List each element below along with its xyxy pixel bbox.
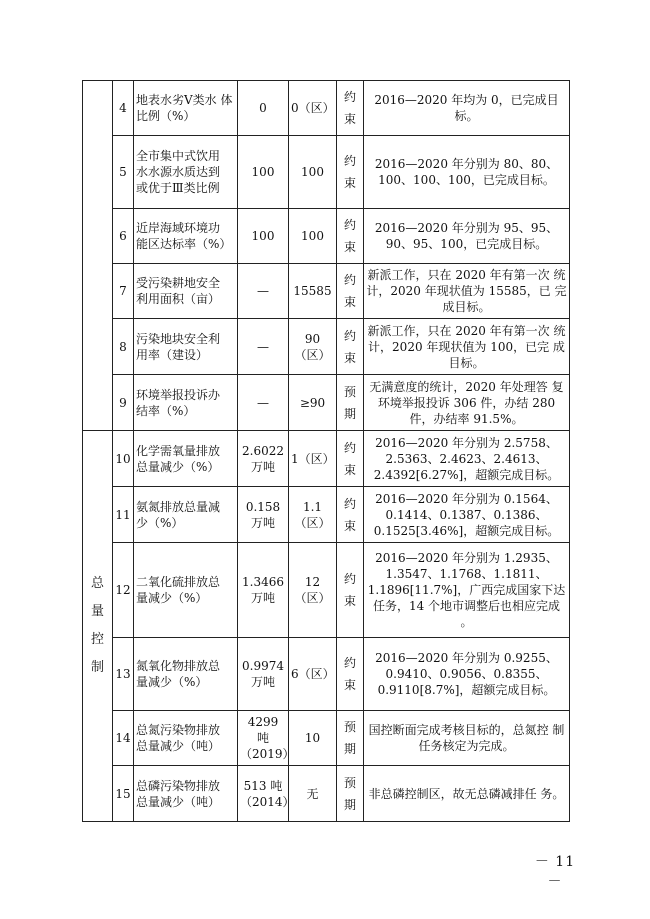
row-number: 7	[113, 264, 134, 319]
progress-text: 2016—2020 年分别为 2.5758、2.5363、2.4623、2.4613、2.4392[6.27%]，超额完成目标。	[364, 431, 570, 487]
indicator-name: 污染地块安全利 用率（建设）	[134, 319, 238, 375]
attribute: 约束	[337, 81, 364, 136]
indicator-name: 氨氮排放总量减 少（%）	[134, 487, 238, 543]
indicator-name: 化学需氧量排放 总量减少（%）	[134, 431, 238, 487]
progress-text: 2016—2020 年分别为 0.1564、0.1414、0.1387、0.1386、0.1525[3.46%]，超额完成目标。	[364, 487, 570, 543]
row-number: 10	[113, 431, 134, 487]
row-number: 13	[113, 638, 134, 711]
target-value: 0	[238, 81, 289, 136]
target-value: 0.9974 万吨	[238, 638, 289, 711]
actual-value: 100	[289, 136, 337, 209]
target-value: 100	[238, 209, 289, 264]
actual-value: 1.1（区）	[289, 487, 337, 543]
indicator-name: 环境举报投诉办 结率（%）	[134, 375, 238, 431]
progress-text: 新派工作，只在 2020 年有第一次 统计，2020 年现状值为 100，已完 成目标。	[364, 319, 570, 375]
attribute: 预期	[337, 766, 364, 822]
progress-text: 非总磷控制区，故无总磷减排任 务。	[364, 766, 570, 822]
actual-value: 12（区）	[289, 543, 337, 638]
indicator-name: 近岸海域环境功 能区达标率（%）	[134, 209, 238, 264]
actual-value: 100	[289, 209, 337, 264]
row-number: 14	[113, 711, 134, 766]
table-row	[83, 638, 570, 711]
table-row	[83, 264, 570, 319]
row-number: 15	[113, 766, 134, 822]
target-value: 0.158 万吨	[238, 487, 289, 543]
indicator-table	[82, 80, 570, 822]
table-row	[83, 375, 570, 431]
actual-value: 90（区）	[289, 319, 337, 375]
target-value: —	[238, 319, 289, 375]
attribute: 约束	[337, 487, 364, 543]
target-value: 2.6022 万吨	[238, 431, 289, 487]
attribute: 约束	[337, 264, 364, 319]
table-row	[83, 209, 570, 264]
row-number: 8	[113, 319, 134, 375]
actual-value: 1（区）	[289, 431, 337, 487]
indicator-name: 受污染耕地安全 利用面积（亩）	[134, 264, 238, 319]
indicator-name: 氮氧化物排放总 量减少（%）	[134, 638, 238, 711]
progress-text: 无满意度的统计，2020 年处理答 复环境举报投诉 306 件，办结 280 件，办结率 91.5%。	[364, 375, 570, 431]
target-value: 513 吨（2014）	[238, 766, 289, 822]
row-number: 5	[113, 136, 134, 209]
indicator-name: 总磷污染物排放 总量减少（吨）	[134, 766, 238, 822]
attribute: 预期	[337, 375, 364, 431]
attribute: 约束	[337, 638, 364, 711]
progress-text: 2016—2020 年分别为 0.9255、0.9410、0.9056、0.8355、0.9110[8.7%]，超额完成目标。	[364, 638, 570, 711]
table-row	[83, 319, 570, 375]
actual-value: 无	[289, 766, 337, 822]
indicator-name: 二氧化硫排放总 量减少（%）	[134, 543, 238, 638]
attribute: 约束	[337, 543, 364, 638]
table-row	[83, 766, 570, 822]
attribute: 约束	[337, 136, 364, 209]
progress-text: 国控断面完成考核目标的，总氮控 制任务核定为完成。	[364, 711, 570, 766]
table-row	[83, 431, 570, 487]
page-number: － 11 －	[534, 854, 576, 890]
attribute: 约束	[337, 319, 364, 375]
progress-text: 新派工作，只在 2020 年有第一次 统计，2020 年现状值为 15585，已 完成目标。	[364, 264, 570, 319]
actual-value: 15585	[289, 264, 337, 319]
row-number: 9	[113, 375, 134, 431]
actual-value: 10	[289, 711, 337, 766]
progress-text: 2016—2020 年分别为 80、80、100、100、100，已完成目标。	[364, 136, 570, 209]
table-row	[83, 543, 570, 638]
category-cell-total-control: 总 量 控 制	[83, 431, 113, 822]
table-row	[83, 136, 570, 209]
target-value: 1.3466 万吨	[238, 543, 289, 638]
row-number: 11	[113, 487, 134, 543]
attribute: 约束	[337, 431, 364, 487]
target-value: —	[238, 375, 289, 431]
table-row	[83, 81, 570, 136]
row-number: 4	[113, 81, 134, 136]
target-value: 4299 吨（2019）	[238, 711, 289, 766]
table-row	[83, 711, 570, 766]
table-row	[83, 487, 570, 543]
target-value: —	[238, 264, 289, 319]
actual-value: 0（区）	[289, 81, 337, 136]
indicator-name: 全市集中式饮用 水水源水质达到 或优于Ⅲ类比例	[134, 136, 238, 209]
category-cell-environment	[83, 81, 113, 431]
progress-text: 2016—2020 年分别为 1.2935、1.3547、1.1768、1.1811、1.1896[11.7%]，广西完成国家下达 任务，14 个地市调整后也相应完成 。	[364, 543, 570, 638]
attribute: 约束	[337, 209, 364, 264]
row-number: 6	[113, 209, 134, 264]
actual-value: ≥90	[289, 375, 337, 431]
indicator-name: 总氮污染物排放 总量减少（吨）	[134, 711, 238, 766]
progress-text: 2016—2020 年均为 0，已完成目 标。	[364, 81, 570, 136]
target-value: 100	[238, 136, 289, 209]
actual-value: 6（区）	[289, 638, 337, 711]
row-number: 12	[113, 543, 134, 638]
progress-text: 2016—2020 年分别为 95、95、90、95、100，已完成目标。	[364, 209, 570, 264]
indicator-name: 地表水劣Ⅴ类水 体比例（%）	[134, 81, 238, 136]
attribute: 预期	[337, 711, 364, 766]
